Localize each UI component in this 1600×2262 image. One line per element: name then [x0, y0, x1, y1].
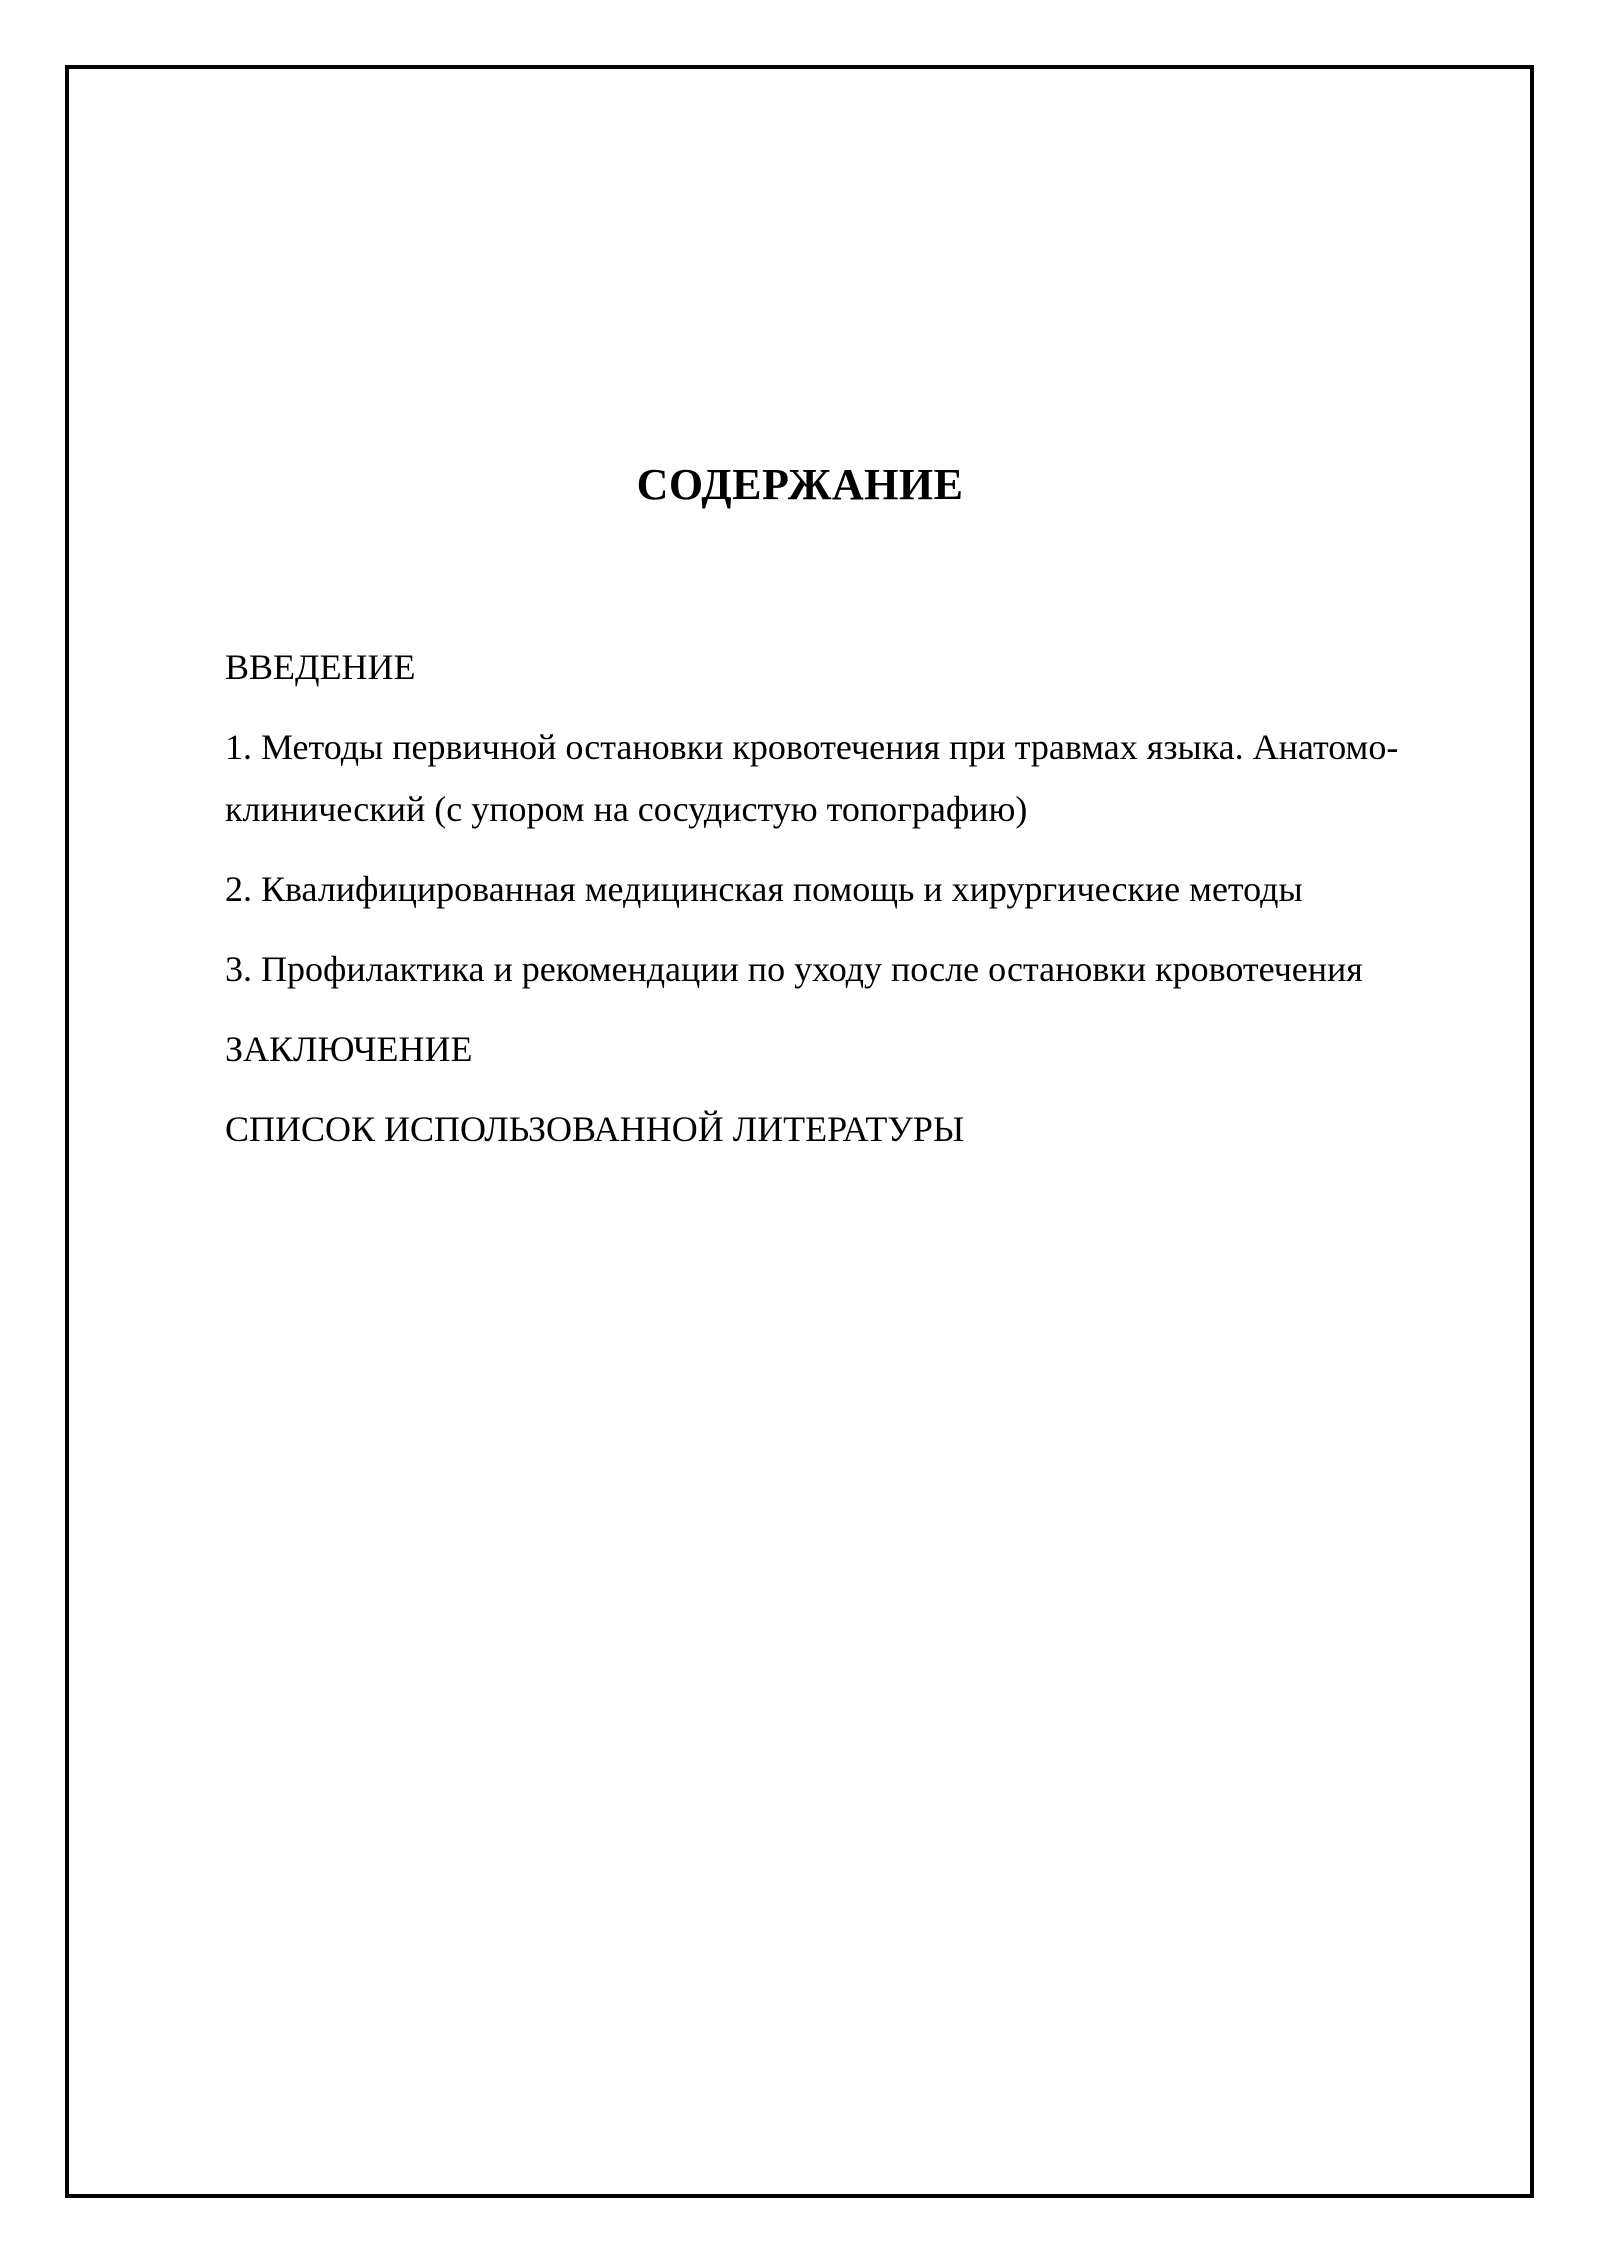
toc-item-chapter-1: 1. Методы первичной остановки кровотечения при травмах языка. Анатомо-клинический (с упором на сосудистую топографию) — [225, 727, 1399, 829]
toc-item-chapter-2: 2. Квалифицированная медицинская помощь и хирургические методы — [225, 869, 1303, 909]
toc-item-introduction: ВВЕДЕНИЕ — [225, 647, 416, 687]
toc-item-conclusion: ЗАКЛЮЧЕНИЕ — [225, 1029, 473, 1069]
toc-item-references: СПИСОК ИСПОЛЬЗОВАННОЙ ЛИТЕРАТУРЫ — [225, 1109, 965, 1149]
toc-item-chapter-3: 3. Профилактика и рекомендации по уходу после остановки кровотечения — [225, 949, 1363, 989]
table-of-contents — [225, 636, 1485, 1178]
page-title: СОДЕРЖАНИЕ — [636, 460, 964, 509]
